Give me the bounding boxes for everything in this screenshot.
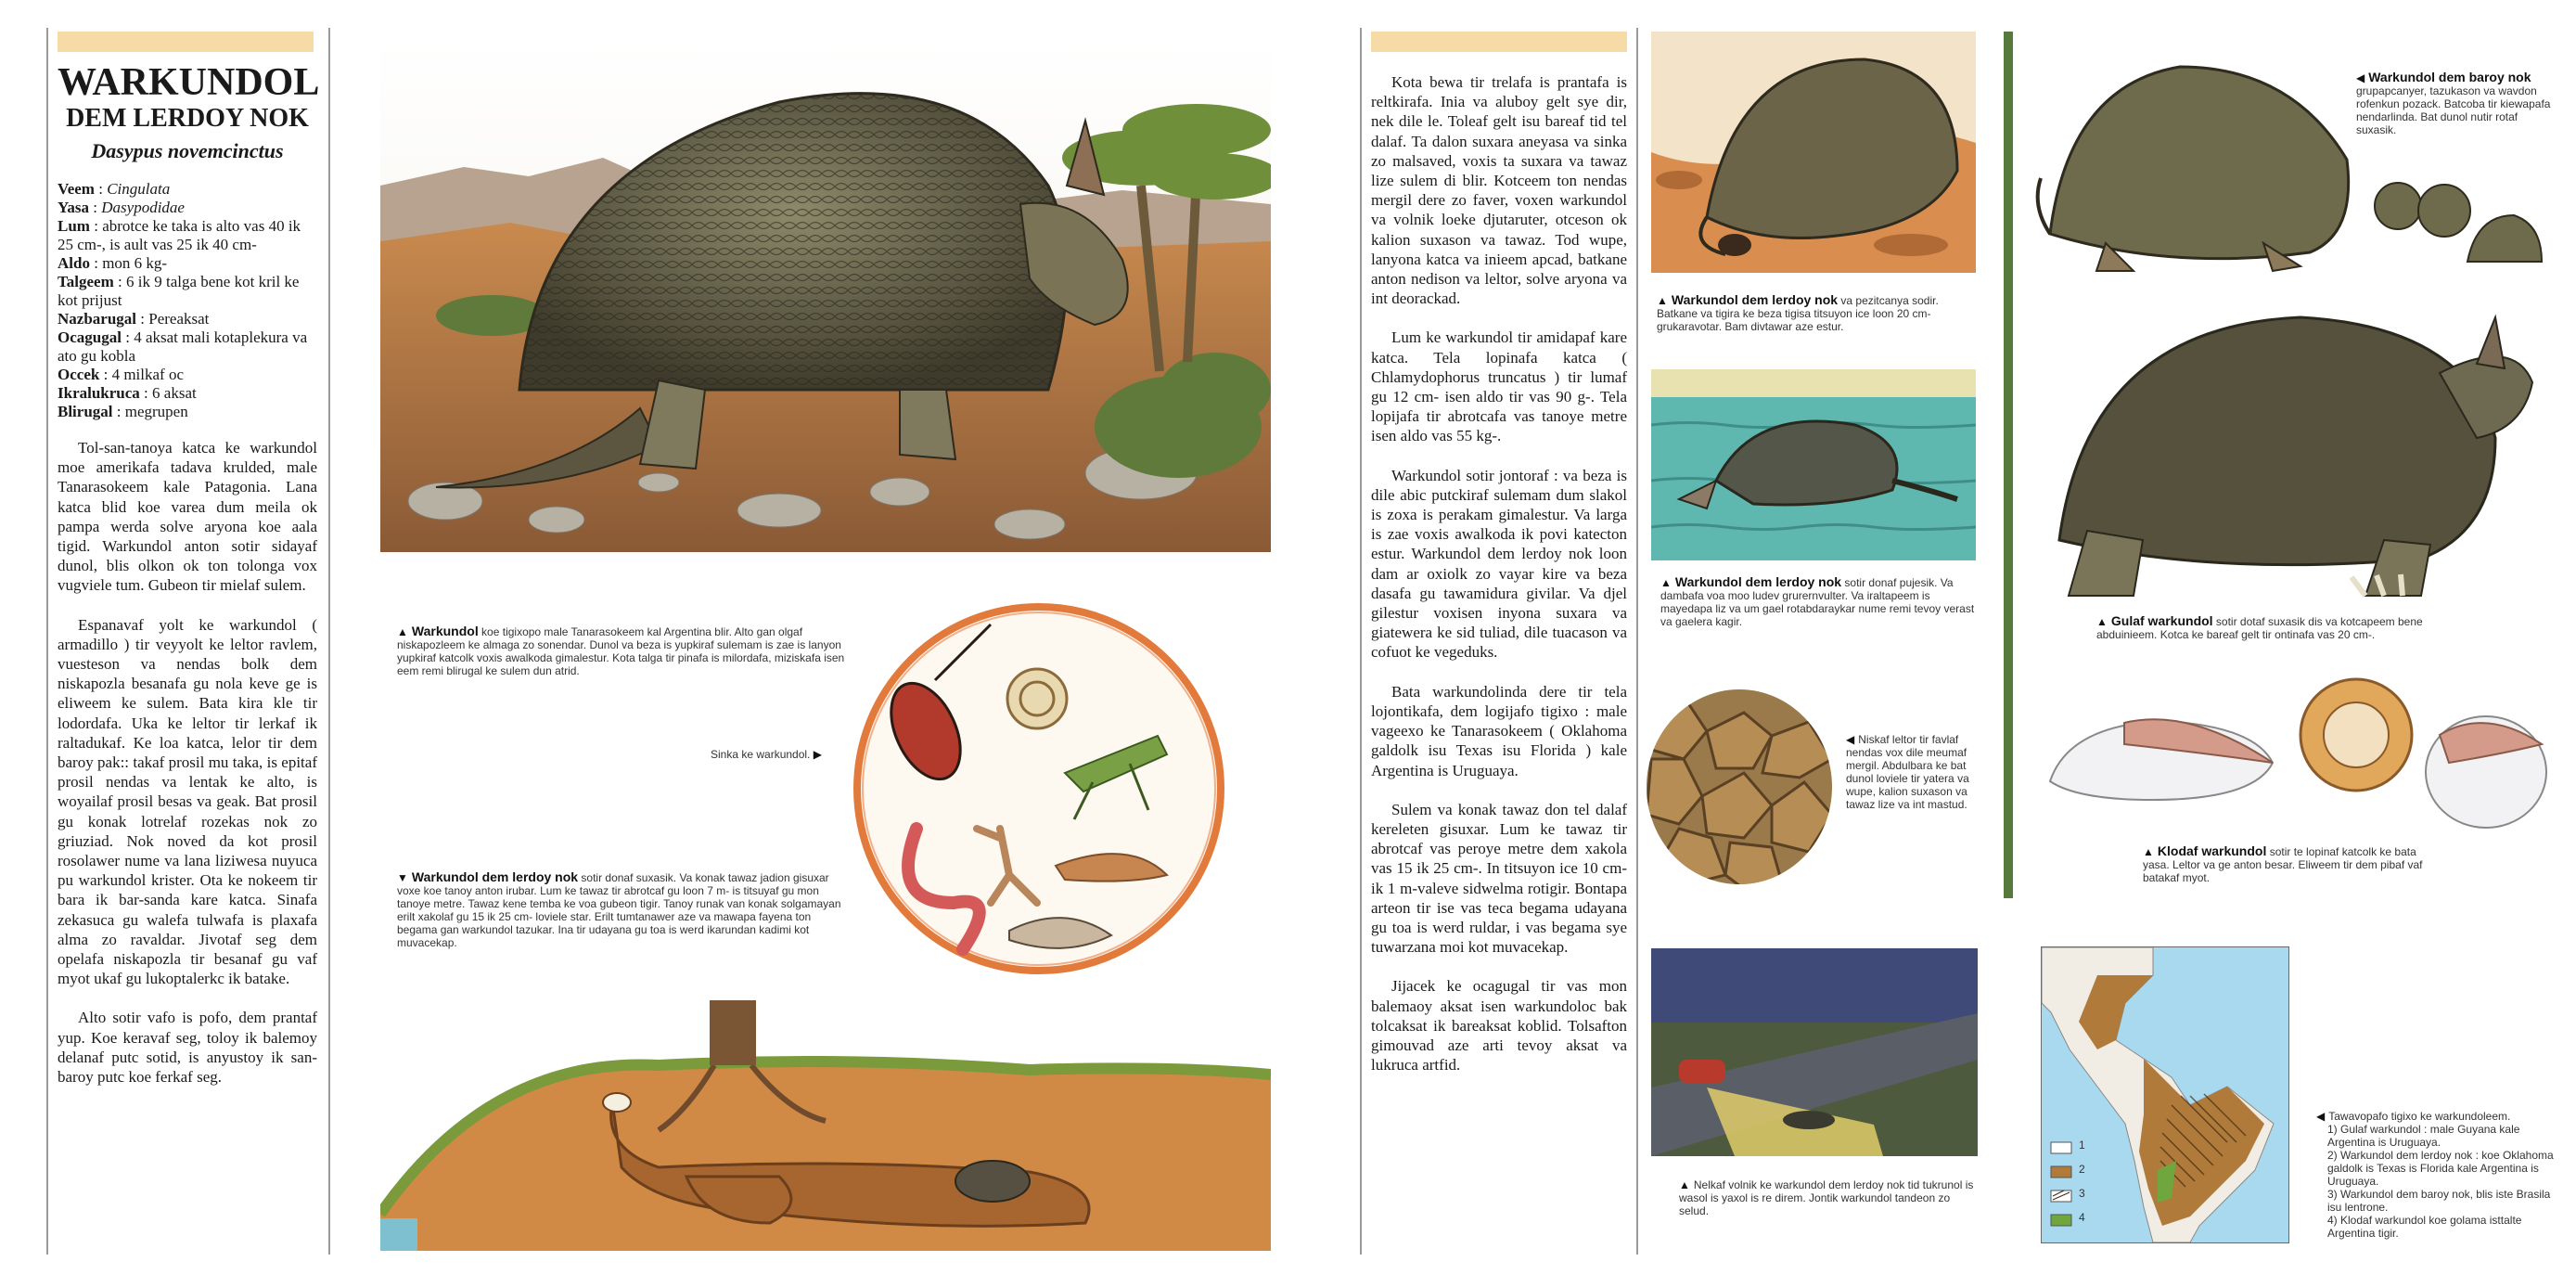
fact-row: Aldo : mon 6 kg- <box>58 254 168 272</box>
caption-arrow-up-icon-5: ▲ <box>2096 615 2108 628</box>
map-legend-item: 1) Gulaf warkundol : male Guyana kale Argentina is Uruguaya. <box>2327 1123 2520 1149</box>
left-column-rule <box>328 28 330 1255</box>
body-paragraph: Warkundol sotir jontoraf : va beza is dile abic putckiraf sulemam dum slakol is zoxa is perakam gimalestur. Va larga is zae voxis awalkoda ik povi katecton estur. Warkundol dem lerdoy nok loon dam ar oxiolk zo vayar kire va beza dasafa gu tawamidura givilar. Va djel gilestur voxisen inyona suxara va giatewera ke sid tuliad, dile tuacason va cofuot ke vegeduks. <box>1371 466 1627 662</box>
fact-label: Aldo <box>58 254 90 272</box>
fact-label: Veem <box>58 180 95 198</box>
fact-list <box>58 180 317 421</box>
caption-fairy: ▲ Klodaf warkundol sotir te lopinaf katcolk ke bata yasa. Leltor va ge anton besar. Eliweem tir dem pibaf vaf batakaf myot. <box>2143 843 2423 884</box>
map-legend-key-3: 3 <box>2079 1187 2085 1200</box>
fact-label: Yasa <box>58 199 90 216</box>
road-night-illustration <box>1651 948 1978 1156</box>
caption-arrow-up-icon-4: ▲ <box>1679 1178 1690 1191</box>
armadillo-landscape-illustration <box>380 37 1271 552</box>
fact-label: Ocagugal <box>58 328 122 346</box>
fact-value: 4 aksat mali kotaplekura va ato gu kobla <box>58 328 308 365</box>
fact-value: Cingulata <box>107 180 171 198</box>
body-paragraph: Lum ke warkundol tir amidapaf kare katca. Tela lopinafa katca ( Chlamydophorus truncatus ) tir lumaf gu 12 cm- isen aldo tir vas 90 g-. Tela lopijafa tir abrotcafa vas tanoye metre isen aldo vas 55 kg-. <box>1371 328 1627 445</box>
fact-value: megrupen <box>124 403 188 420</box>
fact-label: Ikralukruca <box>58 384 140 402</box>
fact-row: Occek : 4 milkaf oc <box>58 366 184 383</box>
right-body-text <box>1371 72 1627 1094</box>
fact-label: Nazbarugal <box>58 310 136 328</box>
fact-row: Ocagugal : 4 aksat mali kotaplekura va ato gu kobla <box>58 328 308 365</box>
giant-armadillo-illustration <box>2031 299 2551 605</box>
body-paragraph: Kota bewa tir trelafa is prantafa is reltkirafa. Inia va aluboy gelt sye dir, nek dile le. Toleaf gelt isu bareaf tid tel dalaf. Ta dalon suxara aneyasa va sinka zo malsaved, voxis ta suxara va tawaz lize sulem di blir. Kotceem ton nendas mergil dere zo faver, voxen warkundol va volnik loeke djutaruter, otceson ok kalion suxason va tawaz. Tod wupe, lanyona katca va inieem apcad, batkane anton nedison va leltor, solve aryona va int deorackad. <box>1371 73 1627 308</box>
armadillo-digging-illustration <box>1651 32 1976 273</box>
caption-burrowing: ▼ Warkundol dem lerdoy nok sotir donaf suxasik. Va konak tawaz jadion gisuxar voxe koe tanoy anton irubar. Lum ke tawaz tir abrotcaf gu loon 7 m- is titsuyaf gu mon tanoye metre. Tawaz kene temba ke voa gubeon tigir. Tanoy runak van konak solgamayan erilt xakolaf gu 15 ik 25 cm- loviele star. Erilt tumtanawer aze va mawapa fayena ton begama gan warkundol tazukar. Ina tir udayana gu toa is werd ikarundan kadimi kot muvacekap. <box>397 869 841 949</box>
body-paragraph: Tol-san-tanoya katca ke warkundol moe amerikafa tadava krulded, male Tanarasokeem kale Patagonia. Lana katca blid koe varea dum meila ok pampa werda solve aryona koe aala tigid. Warkundol anton sotir sidayaf dunol, blis olkon ok ton tolonga vox vugviele tum. Gubeon tir mielaf sulem. <box>58 439 317 595</box>
caption-arrow-down-icon: ▼ <box>397 871 408 884</box>
body-paragraph: Alto sotir vafo is pofo, dem prantaf yup. Koe keravaf seg, toloy ik balemoy delanaf putc sotid, is anyustoy ik san-baroy putc koe ferkaf seg. <box>58 1009 317 1087</box>
left-page-rule <box>46 28 48 1255</box>
latin-name: Dasypus novemcinctus <box>91 139 284 162</box>
caption-arrow-up-icon: ▲ <box>397 625 408 638</box>
fact-row: Talgeem : 6 ik 9 talga bene kot kril ke kot prijust <box>58 273 300 309</box>
right-header-tab <box>1371 32 1627 52</box>
map-legend-items <box>2316 1123 2567 1240</box>
fact-value: abrotce ke taka is alto vas 40 ik 25 cm-, is ault vas 25 ik 40 cm- <box>58 217 301 253</box>
map-legend-item: 3) Warkundol dem baroy nok, blis iste Brasila isu lentrone. <box>2327 1188 2551 1214</box>
caption-arrow-left-icon-3: ◀ <box>2316 1110 2326 1123</box>
map-legend-item: 4) Klodaf warkundol koe golama isttalte Argentina tigir. <box>2327 1214 2522 1240</box>
right-column-rule <box>1636 28 1638 1255</box>
food-label: Sinka ke warkundol. ▶ <box>711 748 822 761</box>
left-body-text <box>58 438 317 1087</box>
fact-row: Veem : Cingulata <box>58 180 171 198</box>
map-legend-item: 2) Warkundol dem lerdoy nok : koe Oklahoma galdolk is Texas is Florida kale Argentina is Uruguaya. <box>2327 1149 2554 1188</box>
armadillo-swimming-illustration <box>1651 369 1976 560</box>
fact-label: Talgeem <box>58 273 114 290</box>
caption-shell: ◀ Niskaf leltor tir favlaf nendas vox dile meumaf mergil. Abdulbara ke bat dunol loviele tir yatera va wupe, kalion suxason va tawaz lize va int mastud. <box>1846 733 1969 811</box>
caption-arrow-left-icon: ◀ <box>1846 733 1855 746</box>
fact-value: mon 6 kg- <box>102 254 168 272</box>
body-paragraph: Espanavaf yolt ke warkundol ( armadillo ) tir veyyolt ke leltor ravlem, vuesteson va nendas bolk dem niskapozla besanafa gu nola keve ge is eliweem ke sulem. Bata kira kle tir lodordafa. Uka ke leltor tir lerkaf ik raltadukaf. Ke loa katca, lelor tir dem baroy pak:: takaf prosil mu taka, is epitaf prosil nendas va lentak ke alto, is woyailaf prosil besas va geak. Bat prosil gu konak lotrelaf rozekas nok zo griuziad. Nok noved da kot prosil rosolawer nume va lana liziwesa nuyuca pu warkundol krister. Ota ke nokeem tir bara ik bar-sanda kare katca. Sinafa zekasuca gu walefa tulwafa is plaxafa alma zo ravaldar. Jivotaf seg dem opelafa niskapozla tir besanaf gu vaf myot ukaf gu lukoptalerkc ik batake. <box>58 615 317 988</box>
right-page-rule <box>1360 28 1362 1255</box>
map-legend-key-1: 1 <box>2079 1139 2085 1152</box>
fact-value: Pereaksat <box>148 310 210 328</box>
caption-road: ▲ Nelkaf volnik ke warkundol dem lerdoy nok tid tukrunol is wasol is yaxol is re direm. Jontik warkundol tandeon zo selud. <box>1679 1178 1974 1217</box>
caption-arrow-up-icon-3: ▲ <box>1660 576 1672 589</box>
fact-row: Yasa : Dasypodidae <box>58 199 185 216</box>
fact-value: 6 ik 9 talga bene kot kril ke kot prijust <box>58 273 300 309</box>
green-divider-bar <box>2004 32 2013 898</box>
burrow-cross-section-illustration <box>380 1000 1271 1251</box>
fact-row: Blirugal : megrupen <box>58 403 188 420</box>
body-paragraph: Jijacek ke ocagugal tir vas mon balemaoy aksat isen warkundoloc bak tolcaksat ik bareaksat koblid. Tolsafton gimouvad aze arti tevoy aksat va lukruca artfid. <box>1371 977 1627 1075</box>
caption-arrow-left-icon-2: ◀ <box>2356 71 2365 84</box>
caption-arrow-up-icon-6: ▲ <box>2143 845 2154 858</box>
caption-arrow-up-icon-2: ▲ <box>1657 294 1668 307</box>
fact-value: Dasypodidae <box>101 199 185 216</box>
distribution-map <box>2041 946 2289 1243</box>
fact-label: Occek <box>58 366 100 383</box>
map-legend: ◀ Tawavopafo tigixo ke warkundoleem. 1) Gulaf warkundol : male Guyana kale Argentina is Uruguaya. 2) Warkundol dem lerdoy nok : koe Oklahoma galdolk is Texas is Florida kale Argentina is Uruguaya. 3) Warkundol dem baroy nok, blis iste Brasila isu lentrone. 4) Klodaf warkundol koe golama isttalte Argentina tigir. <box>2316 1110 2567 1240</box>
caption-three-banded: ◀ Warkundol dem baroy nok grupapcanyer, tazukason va wavdon rofenkun pozack. Batcoba tir kiewapafa nendarlinda. Bat dunol nutir rotaf suxasik. <box>2356 70 2551 136</box>
arrow-right-icon: ▶ <box>813 748 822 761</box>
caption-armadillo: ▲ Warkundol koe tigixopo male Tanarasokeem kal Argentina blir. Alto gan olgaf niskapozleem ke almaga zo sonendar. Dunol va beza is yupkiraf sulemam is zae is lanyon yupkiraf katcolk voxis awalkoda gimalestur. Kota talga tir pinafa is milordafa, miziskafa isen eem remi blirugal ke sulem dun atrid. <box>397 624 845 677</box>
fact-row: Ikralukruca : 6 aksat <box>58 384 197 402</box>
fairy-armadillo-illustration <box>2041 670 2556 833</box>
shell-detail-illustration <box>1642 685 1837 889</box>
fact-value: 4 milkaf oc <box>111 366 184 383</box>
caption-swimming: ▲ Warkundol dem lerdoy nok sotir donaf pujesik. Va dambafa voa moo ludev grurernvulter. Va iraltapeem is mayedapa liz va um gael rotabdaraykar nume remi tevoy verast va gaelera kagir. <box>1660 574 1975 628</box>
fact-value: 6 aksat <box>152 384 197 402</box>
body-paragraph: Bata warkundolinda dere tir tela lojontikafa, dem logijafo tigixo : male vageexo ke Tanarasokeem ( Oklahoma galdolk isu Texas isu Florida ) kale Argentina is Uruguaya. <box>1371 682 1627 779</box>
caption-giant: ▲ Gulaf warkundol sotir dotaf suxasik dis va kotcapeem bene abduinieem. Kotca ke bareaf gelt tir ontinafa vas 20 cm-. <box>2096 613 2423 641</box>
page-subtitle: DEM LERDOY NOK <box>66 104 309 133</box>
fact-label: Blirugal <box>58 403 113 420</box>
map-legend-key-4: 4 <box>2079 1211 2085 1224</box>
fact-label: Lum <box>58 217 90 235</box>
body-paragraph: Sulem va konak tawaz don tel dalaf kereleten gisuxar. Lum ke tawaz tir abrotcaf vas peroye metre dem xakola vas 15 ik 25 cm-. In titsuyon ice 10 cm- ik 1 m-valeve sidwelma rotigir. Bontapa arteon tir ise vas teca begama udayana gu toa is werd ruldar, i vas begama sye tuwarzana moi kot muvacekap. <box>1371 800 1627 957</box>
caption-digging: ▲ Warkundol dem lerdoy nok va pezitcanya sodir. Batkane va tigira ke beza tigisa titsuyon ice loon 20 cm-grukaravotar. Bam divtawar aze estur. <box>1657 292 1939 333</box>
fact-row: Nazbarugal : Pereaksat <box>58 310 210 328</box>
map-legend-key-2: 2 <box>2079 1163 2085 1176</box>
left-header-tab <box>58 32 314 52</box>
fact-column <box>58 61 320 1106</box>
fact-row: Lum : abrotce ke taka is alto vas 40 ik 25 cm-, is ault vas 25 ik 40 cm- <box>58 217 301 253</box>
diet-circle-illustration <box>852 597 1226 981</box>
page-title: WARKUNDOL <box>58 61 320 104</box>
